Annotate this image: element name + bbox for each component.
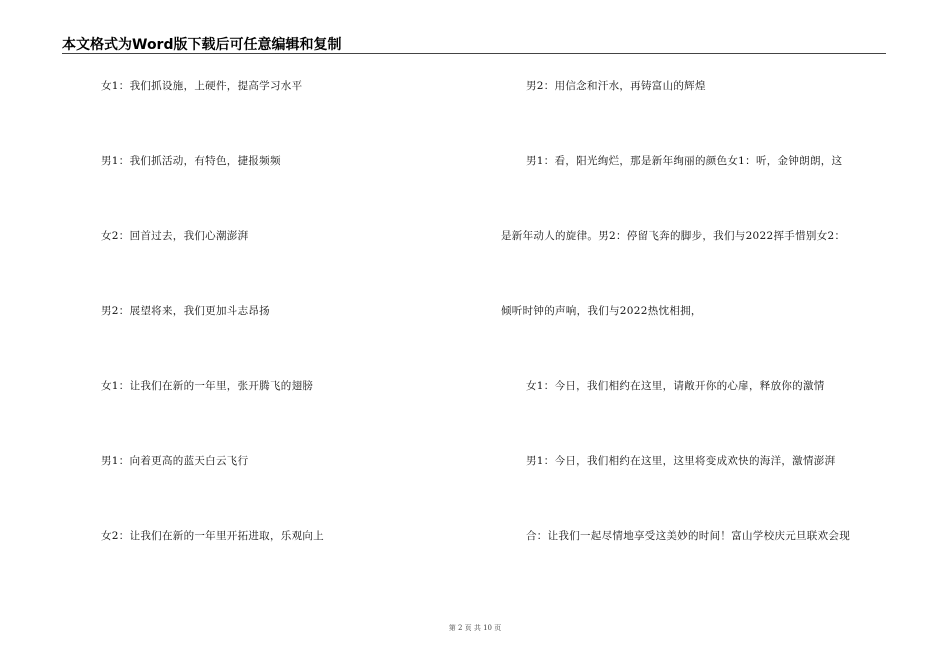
right-line-1: 男2：用信念和汗水，再铸富山的辉煌 <box>526 80 706 92</box>
left-line-1: 女1：我们抓设施，上硬件，提高学习水平 <box>101 80 303 92</box>
left-line-5: 女1：让我们在新的一年里，张开腾飞的翅膀 <box>101 380 314 392</box>
right-line-4: 倾听时钟的声响，我们与2022热忱相拥， <box>501 305 702 317</box>
left-line-3: 女2：回首过去，我们心潮澎湃 <box>101 230 249 242</box>
left-line-4: 男2：展望将来，我们更加斗志昂扬 <box>101 305 270 317</box>
right-line-2: 男1：看，阳光绚烂，那是新年绚丽的颜色女1：听，金钟朗朗，这 <box>526 155 843 167</box>
header-divider <box>62 53 886 54</box>
document-header-title: 本文格式为Word版下载后可任意编辑和复制 <box>62 37 342 53</box>
right-line-3: 是新年动人的旋律。男2：停留飞奔的脚步，我们与2022挥手惜别女2： <box>501 230 846 242</box>
left-line-6: 男1：向着更高的蓝天白云飞行 <box>101 455 249 467</box>
left-line-7: 女2：让我们在新的一年里开拓进取，乐观向上 <box>101 530 324 542</box>
right-line-6: 男1：今日，我们相约在这里，这里将变成欢快的海洋，激情澎湃 <box>526 455 836 467</box>
page-number-footer: 第 2 页 共 10 页 <box>448 624 502 632</box>
right-line-7: 合：让我们一起尽情地享受这美妙的时间！富山学校庆元旦联欢会现 <box>526 530 850 542</box>
left-line-2: 男1：我们抓活动，有特色，捷报频频 <box>101 155 281 167</box>
right-line-5: 女1：今日，我们相约在这里，请敞开你的心扉，释放你的激情 <box>526 380 825 392</box>
